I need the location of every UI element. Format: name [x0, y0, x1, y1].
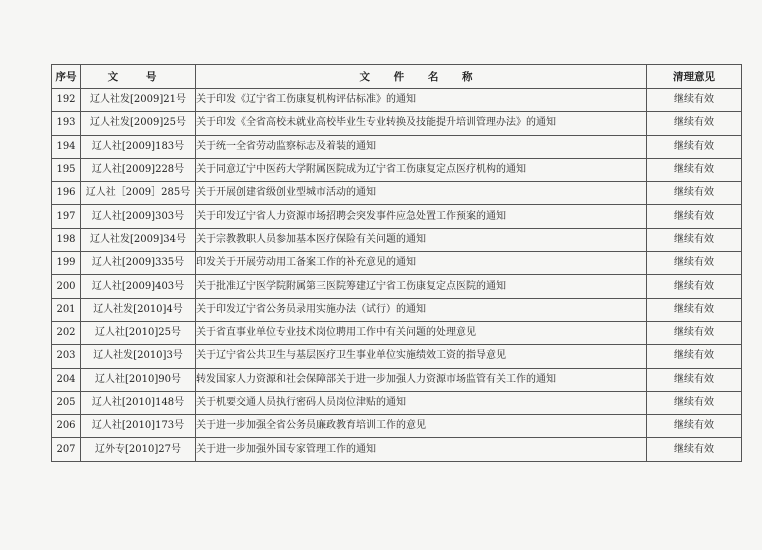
row-title: 关于批准辽宁医学院附属第三医院筹建辽宁省工伤康复定点医院的通知 — [196, 275, 647, 298]
row-status: 继续有效 — [647, 275, 742, 298]
table-row — [52, 345, 742, 368]
row-seq: 205 — [52, 391, 81, 414]
header-seq: 序号 — [52, 65, 81, 89]
row-seq: 195 — [52, 158, 81, 181]
row-seq: 201 — [52, 298, 81, 321]
row-doc-no: 辽外专[2010]27号 — [81, 438, 196, 461]
row-status: 继续有效 — [647, 321, 742, 344]
row-doc-no: 辽人社［2009］285号 — [81, 182, 196, 205]
row-title: 印发关于开展劳动用工备案工作的补充意见的通知 — [196, 252, 647, 275]
row-status: 继续有效 — [647, 205, 742, 228]
row-doc-no: 辽人社[2009]303号 — [81, 205, 196, 228]
table-row — [52, 158, 742, 181]
row-doc-no: 辽人社[2010]90号 — [81, 368, 196, 391]
row-status: 继续有效 — [647, 89, 742, 112]
header-status: 清理意见 — [647, 65, 742, 89]
row-title: 关于辽宁省公共卫生与基层医疗卫生事业单位实施绩效工资的指导意见 — [196, 345, 647, 368]
row-status: 继续有效 — [647, 368, 742, 391]
row-doc-no: 辽人社[2010]148号 — [81, 391, 196, 414]
row-title: 关于印发《全省高校未就业高校毕业生专业转换及技能提升培训管理办法》的通知 — [196, 112, 647, 135]
row-title: 关于机要交通人员执行密码人员岗位津贴的通知 — [196, 391, 647, 414]
table-row — [52, 228, 742, 251]
row-title: 关于统一全省劳动监察标志及着装的通知 — [196, 135, 647, 158]
row-seq: 207 — [52, 438, 81, 461]
row-status: 继续有效 — [647, 228, 742, 251]
row-seq: 203 — [52, 345, 81, 368]
row-status: 继续有效 — [647, 391, 742, 414]
table-row — [52, 89, 742, 112]
table-row — [52, 252, 742, 275]
row-title: 关于同意辽宁中医药大学附属医院成为辽宁省工伤康复定点医疗机构的通知 — [196, 158, 647, 181]
row-status: 继续有效 — [647, 415, 742, 438]
row-seq: 198 — [52, 228, 81, 251]
header-title: 文 件 名 称 — [196, 65, 647, 89]
row-title: 关于省直事业单位专业技术岗位聘用工作中有关问题的处理意见 — [196, 321, 647, 344]
row-seq: 192 — [52, 89, 81, 112]
row-title: 关于开展创建省级创业型城市活动的通知 — [196, 182, 647, 205]
row-doc-no: 辽人社[2010]25号 — [81, 321, 196, 344]
row-doc-no: 辽人社发[2009]25号 — [81, 112, 196, 135]
row-doc-no: 辽人社[2009]403号 — [81, 275, 196, 298]
row-doc-no: 辽人社[2010]173号 — [81, 415, 196, 438]
row-status: 继续有效 — [647, 298, 742, 321]
table-row — [52, 415, 742, 438]
row-title: 关于印发《辽宁省工伤康复机构评估标准》的通知 — [196, 89, 647, 112]
row-status: 继续有效 — [647, 135, 742, 158]
table-row — [52, 368, 742, 391]
table-row — [52, 205, 742, 228]
row-title: 转发国家人力资源和社会保障部关于进一步加强人力资源市场监管有关工作的通知 — [196, 368, 647, 391]
table-row — [52, 112, 742, 135]
row-seq: 193 — [52, 112, 81, 135]
table-row — [52, 438, 742, 461]
table-row — [52, 275, 742, 298]
table-row — [52, 182, 742, 205]
row-doc-no: 辽人社发[2009]21号 — [81, 89, 196, 112]
row-status: 继续有效 — [647, 158, 742, 181]
table-row — [52, 391, 742, 414]
table-row — [52, 135, 742, 158]
row-seq: 200 — [52, 275, 81, 298]
row-title: 关于宗教教职人员参加基本医疗保险有关问题的通知 — [196, 228, 647, 251]
row-seq: 194 — [52, 135, 81, 158]
header-doc-no: 文 号 — [81, 65, 196, 89]
row-title: 关于进一步加强全省公务员廉政教育培训工作的意见 — [196, 415, 647, 438]
row-doc-no: 辽人社发[2010]3号 — [81, 345, 196, 368]
document-table — [51, 64, 742, 462]
row-doc-no: 辽人社发[2010]4号 — [81, 298, 196, 321]
row-seq: 196 — [52, 182, 81, 205]
row-seq: 206 — [52, 415, 81, 438]
row-status: 继续有效 — [647, 252, 742, 275]
table-row — [52, 298, 742, 321]
row-doc-no: 辽人社[2009]228号 — [81, 158, 196, 181]
row-doc-no: 辽人社发[2009]34号 — [81, 228, 196, 251]
row-seq: 197 — [52, 205, 81, 228]
row-seq: 199 — [52, 252, 81, 275]
row-status: 继续有效 — [647, 438, 742, 461]
row-title: 关于进一步加强外国专家管理工作的通知 — [196, 438, 647, 461]
row-seq: 202 — [52, 321, 81, 344]
row-status: 继续有效 — [647, 112, 742, 135]
table-row — [52, 321, 742, 344]
row-title: 关于印发辽宁省人力资源市场招聘会突发事件应急处置工作预案的通知 — [196, 205, 647, 228]
table-header-row — [52, 65, 742, 89]
row-doc-no: 辽人社[2009]335号 — [81, 252, 196, 275]
row-title: 关于印发辽宁省公务员录用实施办法（试行）的通知 — [196, 298, 647, 321]
table-body — [52, 89, 742, 462]
row-doc-no: 辽人社[2009]183号 — [81, 135, 196, 158]
row-status: 继续有效 — [647, 345, 742, 368]
row-status: 继续有效 — [647, 182, 742, 205]
row-seq: 204 — [52, 368, 81, 391]
